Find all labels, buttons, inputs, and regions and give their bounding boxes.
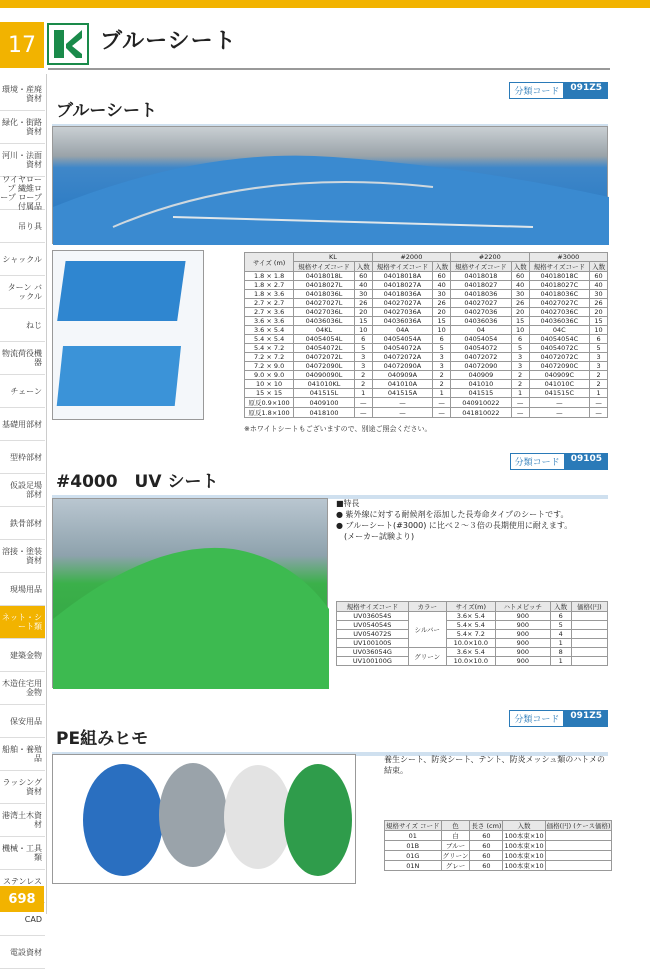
col-header: 長さ (cm) [471,822,502,830]
table-cell: 2 [354,371,372,380]
table-row [337,639,608,648]
table-cell: 3 [590,353,608,362]
table-cell: 40 [590,281,608,290]
brand-logo-icon [48,24,88,64]
table-cell: 040909A [372,371,433,380]
table-cell: 040909 [451,371,512,380]
table-cell: UV100100G [337,657,409,666]
sidebar-item: チェーン [0,375,45,408]
table-cell: 20 [590,308,608,317]
table-cell: 2 [433,380,451,389]
table-cell: 2 [433,371,451,380]
sub-header: 入数 [511,262,529,272]
table-cell: 01B [385,841,442,851]
table-cell: — [433,408,451,418]
table-cell: 041010KL [294,380,355,389]
table-cell: 2.7 × 3.6 [245,308,294,317]
color-cell: グリーン [408,648,446,666]
table-cell: UV100100S [337,639,409,648]
page-title: ブルーシート [100,29,237,54]
col-header: #2000 [372,253,450,262]
table-cell: 7.2 × 7.2 [245,353,294,362]
table-row [245,290,608,299]
col-header: カラー [408,602,446,612]
uv-sheet-photo [52,498,328,688]
table-cell: 04036036L [294,317,355,326]
table-cell: 原反0.9×100 [245,398,294,408]
table-cell: 2.7 × 2.7 [245,299,294,308]
category-code: 分類コード 091Z5 [509,82,608,99]
sub-header: 規格サイズコード [294,262,355,272]
table-cell: 04054072L [294,344,355,353]
title-divider [48,68,610,70]
blue-sheet-table [244,252,608,418]
table-cell: — [511,398,529,408]
price-cell [571,657,607,666]
table-cell: 041010 [451,380,512,389]
table-cell: 04090090L [294,371,355,380]
col-header: 価格(円) [571,602,607,612]
table-cell: 04A [372,326,433,335]
table-row [245,380,608,389]
table-cell: 04036036A [372,317,433,326]
sidebar-item: 物流荷役機器 [0,342,45,375]
table-cell: 04036036C [529,317,590,326]
sidebar [0,78,45,969]
table-cell: 900 [495,630,550,639]
sub-header: 規格サイズコード [529,262,590,272]
price-cell [545,841,612,851]
table-cell: 0409100 [294,398,355,408]
table-cell: 30 [590,290,608,299]
table-row [245,308,608,317]
sidebar-item: ネット・シート類 [0,606,45,639]
table-cell: — [529,398,590,408]
sidebar-item: 河川・法面資材 [0,144,45,177]
table-cell: 100本束×10 [504,852,544,860]
table-cell: 04018027L [294,281,355,290]
table-cell: 原反1.8×100 [245,408,294,418]
price-cell [545,861,612,871]
table-cell: 5 [433,344,451,353]
table-cell: 04072090C [529,362,590,371]
table-cell: 04027036 [451,308,512,317]
table-cell: 04018036C [529,290,590,299]
table-cell: 1.8 × 1.8 [245,272,294,281]
sidebar-item: 鉄骨部材 [0,507,45,540]
table-cell: 900 [495,639,550,648]
sidebar-item: 溶接・塗装資材 [0,540,45,573]
table-cell: 30 [354,290,372,299]
table-cell: 5.4 × 5.4 [245,335,294,344]
col-header: 色 [441,821,470,831]
sidebar-item: シャックル [0,243,45,276]
table-cell: 1 [511,389,529,398]
table-cell: 1 [354,389,372,398]
table-row [385,831,612,841]
table-cell: 3 [590,362,608,371]
sidebar-item: ターン バックル [0,276,45,309]
sidebar-item: ステンレス [0,870,45,903]
table-row [245,335,608,344]
top-accent-bar [0,0,650,8]
table-cell: 100本束×10 [504,862,544,870]
col-header: 入数 [503,821,545,831]
table-cell: 60 [470,831,503,841]
table-cell: 6 [354,335,372,344]
sidebar-item: ねじ [0,309,45,342]
table-cell: グレー [441,861,470,871]
table-cell: 040909C [529,371,590,380]
table-row [245,353,608,362]
table-cell: 60 [511,272,529,281]
table-cell: 60 [470,861,503,871]
sidebar-item: 環境・産廃資材 [0,78,45,111]
table-cell: 5.4 × 7.2 [245,344,294,353]
table-cell: 60 [470,851,503,861]
table-cell: 041810022 [451,408,512,418]
table-cell: 04018036A [372,290,433,299]
table-cell: グリーン [442,852,469,860]
table-cell: 04027027A [372,299,433,308]
table-cell: 04018018 [451,272,512,281]
table-row [245,272,608,281]
table-cell: 04018027A [372,281,433,290]
table-row [337,648,608,657]
table-cell: ブルー [441,841,470,851]
table-cell: 04054072A [372,344,433,353]
pe-cord-photo [52,754,356,884]
table-cell: — [354,398,372,408]
table-cell: 2 [590,371,608,380]
table-cell: 100本束×10 [504,832,544,840]
col-header: ハトメピッチ [495,602,550,612]
table-cell: 041515A [372,389,433,398]
color-cell: シルバー [408,612,446,648]
table-cell: 04072072 [451,353,512,362]
table-cell: 3 [354,353,372,362]
col-header: #3000 [529,253,608,262]
sidebar-item: 木造住宅用金物 [0,672,45,705]
table-cell: 04027027C [529,299,590,308]
page-number: 698 [0,886,44,912]
table-row [245,389,608,398]
sidebar-item: 型枠部材 [0,441,45,474]
section-title: ブルーシート [56,101,157,121]
table-cell: 60 [433,272,451,281]
sidebar-item: ラッシング資材 [0,771,45,804]
table-row [245,299,608,308]
table-note: ※ホワイトシートもございますので、別途ご照会ください。 [244,425,432,433]
section-title: PE組みヒモ [56,729,149,749]
sidebar-item: 吊り具 [0,210,45,243]
price-cell [571,630,607,639]
table-cell: 26 [511,299,529,308]
price-cell [571,648,607,657]
uv-features: ■特長 ● 紫外線に対する耐候剤を添加した長寿命タイプのシートです。 ● ブルーシート(#3000) に比べ２～３倍の長期使用に耐えます。 (メーカー試験より) [336,499,573,541]
table-cell: 1 [590,389,608,398]
table-cell: 04054054 [451,335,512,344]
table-cell: 3 [354,362,372,371]
table-cell: 20 [511,308,529,317]
table-cell: 040910022 [451,398,512,408]
table-cell: 26 [354,299,372,308]
sub-header: 規格サイズコード [372,262,433,272]
table-cell: 3.6× 5.4 [446,648,495,657]
table-cell: 40 [433,281,451,290]
table-cell: — [511,408,529,418]
table-cell: 20 [354,308,372,317]
table-cell: 10 [433,326,451,335]
table-cell: 15 [590,317,608,326]
table-cell: 04054054C [529,335,590,344]
col-header: KL [294,253,372,262]
table-cell: 04036036 [451,317,512,326]
table-cell: — [433,398,451,408]
table-cell: 7.2 × 9.0 [245,362,294,371]
table-cell: 01N [385,861,442,871]
table-cell: 20 [433,308,451,317]
sidebar-item: 保安用品 [0,705,45,738]
table-cell: 01G [385,851,442,861]
table-cell: 04072090 [451,362,512,371]
table-cell: 04KL [294,326,355,335]
table-cell: 1.8 × 2.7 [245,281,294,290]
table-cell: 04018036L [294,290,355,299]
table-cell: UV036054S [337,612,409,621]
price-cell [571,639,607,648]
table-cell: UV054054S [337,621,409,630]
table-cell: 15 [433,317,451,326]
table-cell: 10.0×10.0 [446,639,495,648]
sidebar-item: 機械・工具類 [0,837,45,870]
table-cell: 15 [511,317,529,326]
table-cell: UV054072S [337,630,409,639]
section-pe-cord-header: 分類コード 091Z5 PE組みヒモ [52,710,608,756]
table-cell: 6 [511,335,529,344]
table-cell: 6 [590,335,608,344]
table-row [337,630,608,639]
table-cell: — [590,408,608,418]
table-cell: 04027027 [451,299,512,308]
sidebar-item: CAD [0,903,45,936]
table-cell: 5 [590,344,608,353]
table-cell: 60 [470,841,503,851]
table-cell: 04018027 [451,281,512,290]
sidebar-item: 基礎用部材 [0,408,45,441]
table-cell: 04027027L [294,299,355,308]
table-row [337,612,608,621]
table-cell: 10 × 10 [245,380,294,389]
folded-sheet-photo [52,250,204,420]
table-cell: 10 [590,326,608,335]
sidebar-item: 港湾土木資材 [0,804,45,837]
section-blue-sheet-header [52,82,608,128]
table-row [245,317,608,326]
table-cell: 01 [385,831,442,841]
sidebar-item: 現場用品 [0,573,45,606]
table-cell: 04018018A [372,272,433,281]
price-cell [571,612,607,621]
table-cell: 5.4× 7.2 [446,630,495,639]
sidebar-item: 仮設足場 部材 [0,474,45,507]
table-cell: 3 [433,353,451,362]
sub-header: 入数 [354,262,372,272]
chapter-tab: 17 [0,22,44,68]
table-cell: 04027036C [529,308,590,317]
price-cell [545,831,612,841]
table-cell: 04018018C [529,272,590,281]
table-cell: 041010C [529,380,590,389]
sidebar-item: ワイヤロープ 繊維ロープ ロープ付属品 [0,177,45,210]
table-cell: 900 [495,657,550,666]
table-cell: 041010A [372,380,433,389]
col-header: 規格サイズコード [337,602,409,612]
table-cell: 2 [354,380,372,389]
table-cell: 3.6 × 5.4 [245,326,294,335]
section-title: #4000 UV シート [56,472,219,492]
sidebar-item: 建築金物 [0,639,45,672]
price-cell [571,621,607,630]
table-cell: 6 [433,335,451,344]
table-cell: 04027036A [372,308,433,317]
table-cell: 900 [495,621,550,630]
table-cell: — [529,408,590,418]
table-cell: 04054054A [372,335,433,344]
table-cell: 04018018L [294,272,355,281]
table-row [245,326,608,335]
table-cell: 900 [495,648,550,657]
table-cell: 5 [354,344,372,353]
table-cell: 40 [511,281,529,290]
table-cell: 04072072C [529,353,590,362]
table-cell: 1 [433,389,451,398]
col-header: #2200 [451,253,529,262]
table-cell: 10.0×10.0 [446,657,495,666]
table-cell: 041515 [451,389,512,398]
table-cell: 5.4× 5.4 [446,621,495,630]
table-cell: 1 [550,657,571,666]
table-cell: 04018036 [451,290,512,299]
table-cell: — [590,398,608,408]
table-cell: 1 [550,639,571,648]
table-cell: 3 [511,353,529,362]
table-row [245,398,608,408]
table-row [385,841,612,851]
table-cell: 041515C [529,389,590,398]
table-cell: 2 [590,380,608,389]
table-cell: 5 [511,344,529,353]
col-header: 価格(円) (ケース価格) [546,822,611,830]
table-row [245,408,608,418]
table-cell: 26 [433,299,451,308]
sidebar-item: 電設資材 [0,936,45,969]
table-cell: 40 [354,281,372,290]
table-cell: 5 [550,621,571,630]
table-row [245,362,608,371]
table-cell: 04C [529,326,590,335]
table-cell: 30 [433,290,451,299]
table-row [245,281,608,290]
table-cell: 2 [511,371,529,380]
pe-cord-table [384,820,612,871]
table-cell: 0418100 [294,408,355,418]
table-cell: 26 [590,299,608,308]
table-cell: 3.6 × 3.6 [245,317,294,326]
table-row [245,344,608,353]
table-cell: 04 [451,326,512,335]
table-cell: 1.8 × 3.6 [245,290,294,299]
table-cell: 30 [511,290,529,299]
table-cell: 100本束×10 [504,842,544,850]
table-cell: 9.0 × 9.0 [245,371,294,380]
table-cell: 3.6× 5.4 [446,612,495,621]
table-cell: 900 [495,612,550,621]
sub-header: 入数 [590,262,608,272]
blue-sheet-photo [52,126,608,244]
sidebar-item: 船舶・養殖品 [0,738,45,771]
table-cell: 04018027C [529,281,590,290]
sub-header: 入数 [433,262,451,272]
table-cell: 04072090A [372,362,433,371]
table-cell: 04054072 [451,344,512,353]
table-cell: 04054054L [294,335,355,344]
table-cell: 041515L [294,389,355,398]
col-header: 入数 [550,602,571,612]
table-cell: 15 [354,317,372,326]
table-cell: 04072072L [294,353,355,362]
table-cell: 60 [590,272,608,281]
col-header: サイズ(m) [446,602,495,612]
uv-sheet-table [336,601,608,666]
col-header: 規格サイズ コード [386,822,440,830]
table-cell: 15 × 15 [245,389,294,398]
price-cell [545,851,612,861]
table-cell: 3 [511,362,529,371]
table-cell: — [372,398,433,408]
pe-cord-description: 養生シート、防炎シート、テント、防炎メッシュ類のハトメの結束。 [384,755,606,775]
table-row [245,371,608,380]
table-row [337,657,608,666]
table-cell: UV036054G [337,648,409,657]
table-cell: — [372,408,433,418]
sidebar-divider [46,74,47,914]
col-header: サイズ (m) [245,253,294,272]
table-cell: 04072072A [372,353,433,362]
table-row [337,621,608,630]
table-cell: 10 [354,326,372,335]
table-cell: 04054072C [529,344,590,353]
table-cell: 4 [550,630,571,639]
table-row [385,861,612,871]
table-cell: 6 [550,612,571,621]
table-cell: 04027036L [294,308,355,317]
sub-header: 規格サイズコード [451,262,512,272]
table-cell: 60 [354,272,372,281]
table-cell: 3 [433,362,451,371]
table-cell: 白 [441,831,470,841]
table-cell: 2 [511,380,529,389]
table-cell: 04072090L [294,362,355,371]
table-cell: 10 [511,326,529,335]
table-cell: 8 [550,648,571,657]
sidebar-item: 緑化・街路資材 [0,111,45,144]
table-cell: — [354,408,372,418]
section-uv-sheet-header: 分類コード 09105 #4000 UV シート [52,453,608,499]
table-row [385,851,612,861]
